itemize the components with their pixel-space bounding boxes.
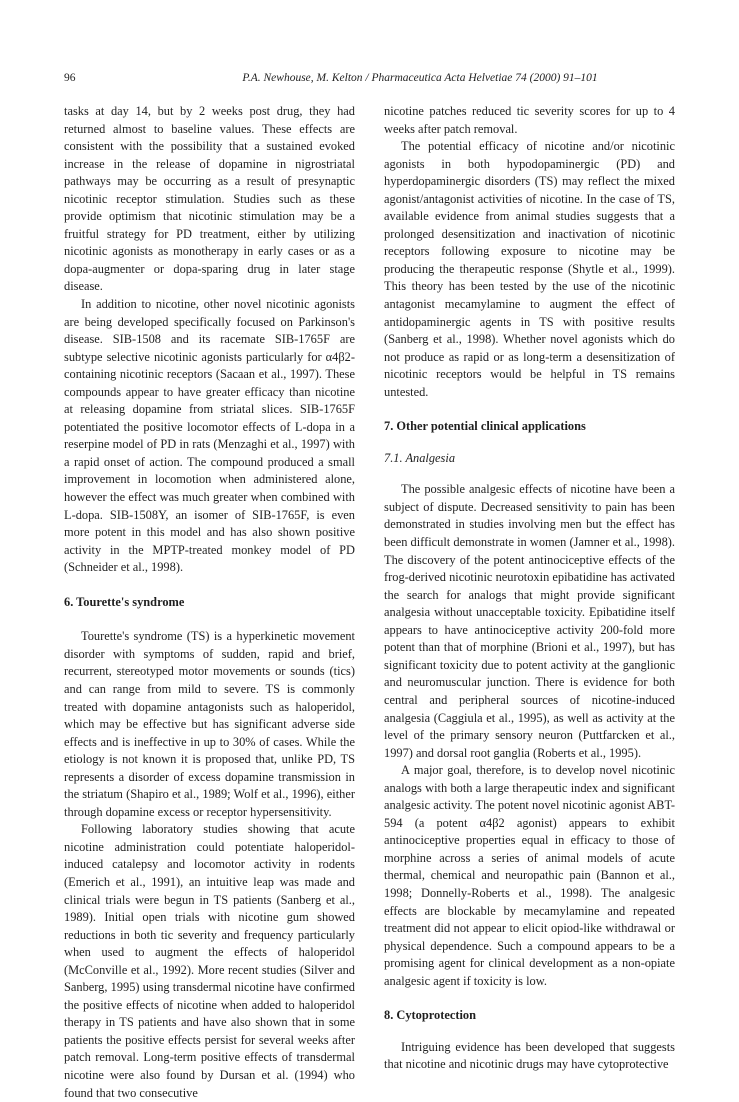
subsection-heading-analgesia: 7.1. Analgesia [384, 450, 456, 465]
left-column [64, 103, 355, 1102]
page-number: 96 [64, 72, 76, 84]
paragraph-analgesia-dispute: The possible analgesic effects of nicotine have been a subject of dispute. Decreased sensitivity to pain has been demonstrated in studies involving men but the effect has been difficult demonstrate in women (Jamner et al., 1998). The discovery of the potent antinociceptive effects of the frog-derived nicotinic neurotoxin epibatidine has activated the search for analogs that might provide significant analgesia without unacceptable toxicity. Epibatidine itself appears to have antinociceptive activity 200-fold more potent than that of morphine (Brioni et al., 1997), but has significant toxicity due to potent activity at the ganglionic and neuromuscular junction. There is evidence for both central and peripheral sources of nicotine-induced analgesia (Caggiula et al., 1995), as well as activity at the level of the primary sensory neuron (Puttfarcken et al., 1997) and dorsal root ganglia (Roberts et al., 1995). [384, 482, 675, 760]
paragraph-nicotinic-agonists: In addition to nicotine, other novel nicotinic agonists are being developed specifically focused on Parkinson's disease. SIB-1508 and its racemate SIB-1765F are subtype selective nicotinic agonists particularly for α4β2-containing nicotinic receptors (Sacaan et al., 1997). These compounds appear to have greater efficacy than nicotine at releasing dopamine from striatal slices. SIB-1765F potentiated the positive locomotor effects of L-dopa in a reserpine model of PD in rats (Menzaghi et al., 1997) with a rapid onset of action. The compound produced a small improvement in locomotion when administered alone, however the effect was much greater when combined with L-dopa. SIB-1508Y, an isomer of SIB-1765F, is even more potent in this model and has also shown positive activity in the MPTP-treated monkey model of PD (Schneider et al., 1998). [64, 297, 355, 575]
paragraph-cytoprotection: Intriguing evidence has been developed that suggests that nicotine and nicotinic drugs may have cytoprotective [384, 1039, 675, 1072]
section-heading-cytoprotection: 8. Cytoprotection [384, 1008, 476, 1023]
paragraph-analgesia-goal: A major goal, therefore, is to develop novel nicotinic analogs with both a large therapeutic index and significant analgesic activity. The potent novel nicotinic agonist ABT-594 (a potent α4β2 agonist) appears to exhibit antinociceptive properties equal in efficacy to those of morphine across a series of animal models of acute thermal, chemical and neuropathic pain (Bannon et al., 1998; Donnelly-Roberts et al., 1998). The analgesic effects are blockable by mecamylamine and repeated treatment did not appear to elicit opiod-like withdrawal or physical dependence. Such a compound appears to be a promising agent for clinical development as a non-opiate analgesic agent if toxicity is low. [384, 763, 676, 988]
section-heading-clinical-applications: 7. Other potential clinical applications [384, 419, 586, 434]
paragraph-potential-efficacy: The potential efficacy of nicotine and/or nicotinic agonists in both hypodopaminergic (PD) and hyperdopaminergic disorders (TS) may reflect the mixed agonist/antagonist activities of nicotine. In the case of TS, available evidence from animal studies suggests that a prolonged desensitization and inactivation of nicotinic receptors following exposure to nicotine may be producing the therapeutic response (Shytle et al., 1999). This theory has been tested by the use of the nicotinic antagonist mecamylamine to augment the effect of antidopaminergic agents in TS with positive results (Sanberg et al., 1998). Whether novel agonists which do not produce as rapid or as long-term a desensitization of nicotinic receptors would be helpful in TS remains untested. [384, 139, 675, 399]
running-head: P.A. Newhouse, M. Kelton / Pharmaceutica Acta Helvetiae 74 (2000) 91–101 [242, 72, 598, 84]
paragraph-tourettes-definition: Tourette's syndrome (TS) is a hyperkinetic movement disorder with symptoms of sudden, rapid and brief, recurrent, stereotyped motor movements or sounds (tics) and can range from mild to severe. TS is commonly treated with dopamine antagonists such as haloperidol, which may be effective but has significant adverse side effects and is ineffective in up to 30% of cases. While the etiology is not known it is proposed that, unlike PD, TS represents a disorder of excess dopamine transmission in the striatum (Shapiro et al., 1989; Wolf et al., 1996), either through dopamine excess or receptor hypersensitivity. [64, 629, 355, 819]
section-heading-tourettes: 6. Tourette's syndrome [64, 594, 185, 609]
paragraph-continued-right: nicotine patches reduced tic severity scores for up to 4 weeks after patch removal. [384, 104, 675, 136]
right-column [384, 103, 675, 1074]
paragraph-continued: tasks at day 14, but by 2 weeks post drug, they had returned almost to baseline values. These effects are consistent with the possibility that a sustained evoked increase in the release of dopamine in nigrostriatal pathways may be occurring as a result of presynaptic nicotinic receptor stimulation. Studies such as these provide optimism that nicotinic stimulation may be a fruitful strategy for PD treatment, either by utilizing nicotinic agonists as monotherapy in early cases or as a dopa-augmenter or dopa-sparing drug in later stage disease. [64, 104, 355, 294]
paragraph-tourettes-trials: Following laboratory studies showing that acute nicotine administration could potentiate haloperidol-induced catalepsy and locomotor activity in rodents (Emerich et al., 1991), an intuitive leap was made and clinical trials were begun in TS patients (Sanberg et al., 1989). Initial open trials with nicotine gum showed reductions in both tic severity and frequency particularly when used to augment the effects of haloperidol (McConville et al., 1992). More recent studies (Silver and Sanberg, 1995) using transdermal nicotine have confirmed the positive effects of nicotine when added to haloperidol therapy in TS patients and have also shown that in some patients the positive effects persist for several weeks after patch removal. Long-term positive effects of transdermal nicotine were also found by Dursan et al. (1994) who found that two consecutive [64, 822, 355, 1100]
